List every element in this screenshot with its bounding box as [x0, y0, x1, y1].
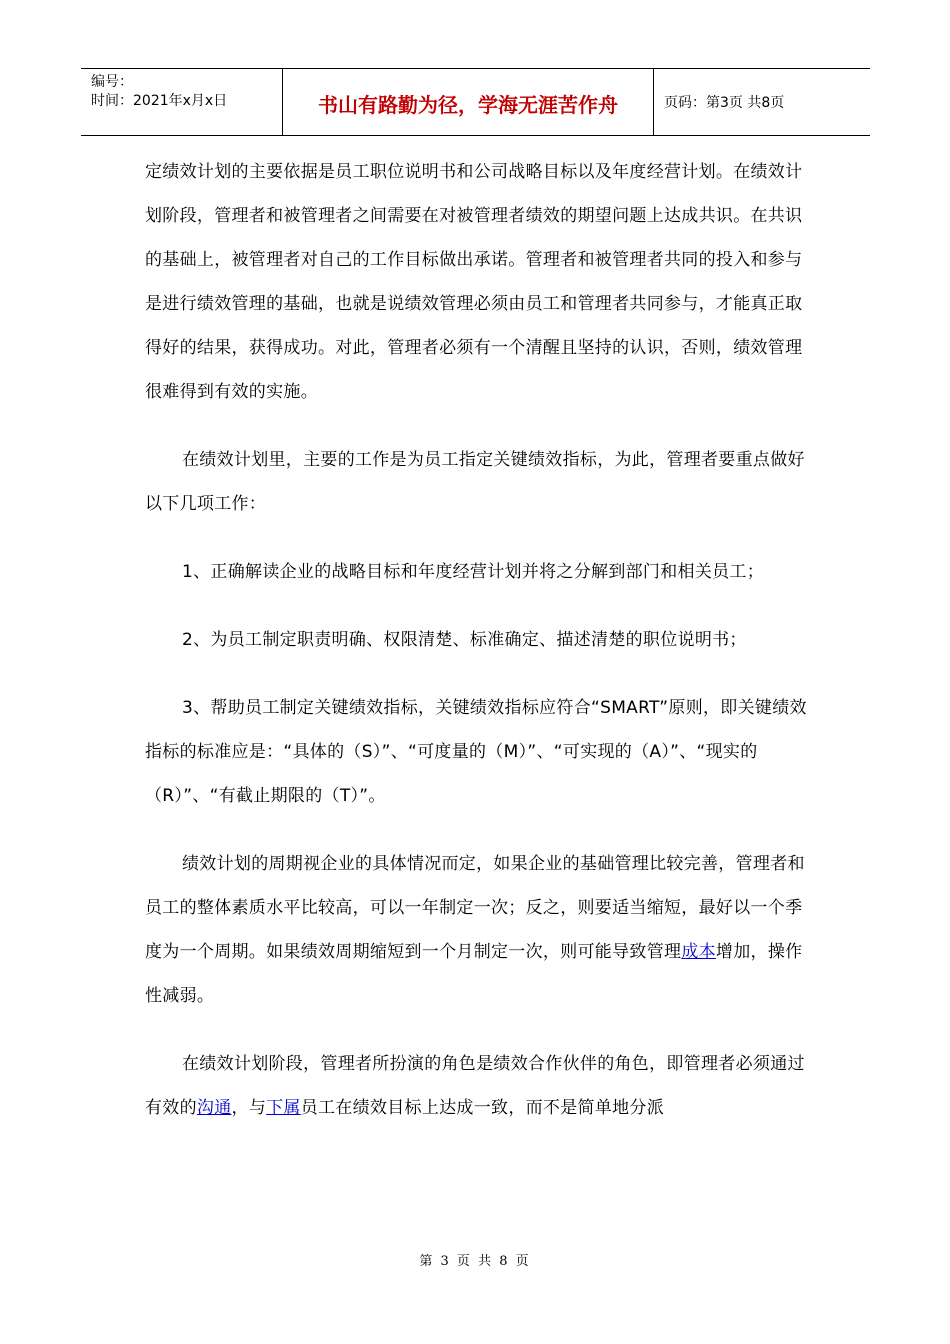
paragraph-7-text-b: ，与 — [231, 1098, 267, 1118]
paragraph-7-text-c: 员工在绩效目标上达成一致，而不是简单地分派 — [300, 1098, 665, 1118]
document-body — [145, 150, 810, 1154]
list-item-3: 3、帮助员工制定关键绩效指标，关键绩效指标应符合“SMART”原则，即关键绩效指标的标准应是：“具体的（S）”、“可度量的（M）”、“可实现的（A）”、“现实的（R）”、“有截止期限的（T）”。 — [145, 698, 807, 806]
list-item-1: 1、正确解读企业的战略目标和年度经营计划并将之分解到部门和相关员工； — [182, 562, 765, 582]
header-motto: 书山有路勤为径，学海无涯苦作舟 — [283, 69, 654, 135]
number-label: 编号： — [91, 74, 133, 90]
list-item-2: 2、为员工制定职责明确、权限清楚、标准确定、描述清楚的职位说明书； — [182, 630, 747, 650]
paragraph-7 — [145, 1042, 810, 1130]
link-cost[interactable]: 成本 — [681, 942, 716, 962]
paragraph-6-text-b: 增加，操作性减弱。 — [145, 942, 803, 1006]
document-header — [81, 68, 870, 136]
paragraph-2: 在绩效计划里，主要的工作是为员工指定关键绩效指标，为此，管理者要重点做好以下几项工作： — [145, 450, 805, 514]
header-meta — [81, 69, 283, 135]
paragraph-6-text-a: 绩效计划的周期视企业的具体情况而定，如果企业的基础管理比较完善，管理者和员工的整体素质水平比较高，可以一年制定一次；反之，则要适当缩短，最好以一个季度为一个周期。如果绩效周期缩短到一个月制定一次，则可能导致管理 — [145, 854, 805, 962]
page-footer: 第 3 页 共 8 页 — [419, 1254, 531, 1269]
paragraph-1: 定绩效计划的主要依据是员工职位说明书和公司战略目标以及年度经营计划。在绩效计划阶段，管理者和被管理者之间需要在对被管理者绩效的期望问题上达成共识。在共识的基础上，被管理者对自己的工作目标做出承诺。管理者和被管理者共同的投入和参与是进行绩效管理的基础，也就是说绩效管理必须由员工和管理者共同参与，才能真正取得好的结果，获得成功。对此，管理者必须有一个清醒且坚持的认识，否则，绩效管理很难得到有效的实施。 — [145, 162, 803, 402]
header-page-info: 页码：第3页 共8页 — [664, 95, 785, 111]
link-communication[interactable]: 沟通 — [196, 1098, 232, 1118]
paragraph-6 — [145, 842, 810, 1018]
time-label: 时间：2021年x月x日 — [91, 93, 228, 109]
paragraph-7-text-a: 在绩效计划阶段，管理者所扮演的角色是绩效合作伙伴的角色，即管理者必须通过有效的 — [145, 1054, 805, 1118]
link-subordinate[interactable]: 下属 — [266, 1098, 301, 1118]
